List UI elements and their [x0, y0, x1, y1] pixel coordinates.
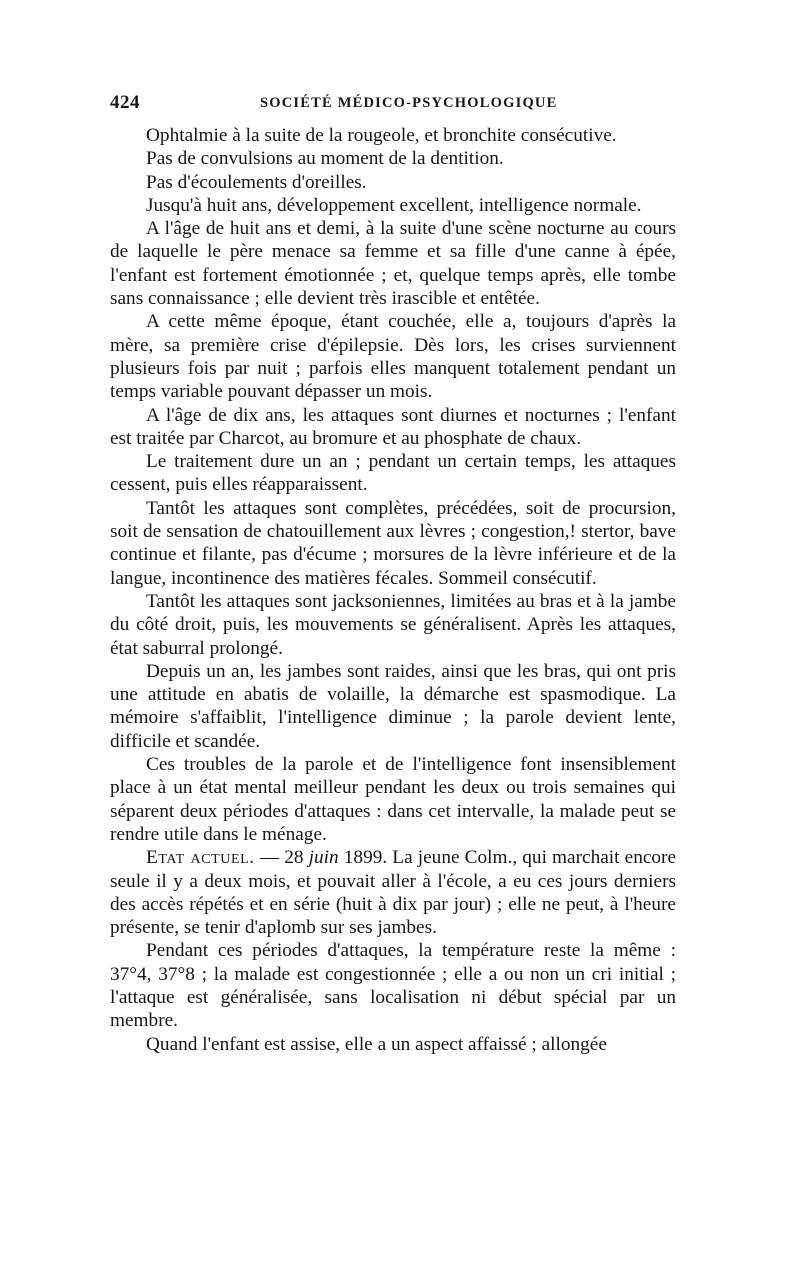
paragraph: Le traitement dure un an ; pendant un certain temps, les attaques cessent, puis elles réapparaissent. [110, 451, 676, 496]
paragraph: Pas d'écoulements d'oreilles. [146, 171, 367, 193]
date-month: juin [308, 847, 339, 869]
paragraph: A l'âge de dix ans, les attaques sont diurnes et nocturnes ; l'enfant est traitée par Charcot, au bromure et au phosphate de chaux. [110, 404, 676, 449]
paragraph: Pas de convulsions au moment de la dentition. [146, 148, 504, 170]
page-header [110, 92, 676, 118]
etat-actuel-text: 1899. La jeune Colm., qui marchait encore seule il y a deux mois, et pouvait aller à l'école, a eu ces jours derniers des accès répétés et en série (huit à dix par jour) ; elle ne peut, à l'heure présente, se tenir d'aplomb sur ses jambes. [110, 847, 677, 939]
section-label: Etat actuel. [146, 847, 255, 869]
paragraph: Quand l'enfant est assise, elle a un aspect affaissé ; allongée [146, 1033, 607, 1055]
paragraph: Pendant ces périodes d'attaques, la température reste la même : 37°4, 37°8 ; la malade est congestionnée ; elle a ou non un cri initial ; l'attaque est généralisée, sans localisation ni début spécial par un membre. [110, 940, 676, 1032]
paragraph: Tantôt les attaques sont complètes, précédées, soit de procursion, soit de sensation de chatouillement aux lèvres ; congestion,! stertor, bave continue et filante, pas d'écume ; morsures de la lèvre inférieure et de la langue, incontinence des matières fécales. Sommeil consécutif. [110, 497, 676, 589]
paragraph: Tantôt les attaques sont jacksoniennes, limitées au bras et à la jambe du côté droit, puis, les mouvements se généralisent. Après les attaques, état saburral prolongé. [110, 590, 676, 659]
paragraph: Jusqu'à huit ans, développement excellent, intelligence normale. [146, 194, 642, 216]
body-text [110, 124, 676, 1056]
paragraph: A l'âge de huit ans et demi, à la suite d'une scène nocturne au cours de laquelle le père menace sa femme et sa fille d'une canne à épée, l'enfant est fortement émotionnée ; et, quelque temps après, elle tombe sans connaissance ; elle devient très irascible et entêtée. [110, 218, 676, 310]
paragraph: A cette même époque, étant couchée, elle a, toujours d'après la mère, sa première crise d'épilepsie. Dès lors, les crises surviennent plusieurs fois par nuit ; parfois elles manquent totalement pendant un temps variable pouvant dépasser un mois. [110, 311, 676, 403]
running-title: SOCIÉTÉ MÉDICO-PSYCHOLOGIQUE [260, 95, 558, 111]
date-prefix: — 28 [254, 847, 309, 869]
paragraph: Ces troubles de la parole et de l'intelligence font insensiblement place à un état mental meilleur pendant les deux ou trois semaines qui séparent deux périodes d'attaques : dans cet intervalle, la malade peut se rendre utile dans le ménage. [110, 754, 676, 845]
etat-actuel-paragraph [110, 846, 676, 939]
paragraph: Ophtalmie à la suite de la rougeole, et bronchite consécutive. [146, 125, 617, 146]
book-page [110, 92, 676, 1056]
page-number: 424 [110, 92, 140, 113]
paragraph: Depuis un an, les jambes sont raides, ainsi que les bras, qui ont pris une attitude en abatis de volaille, la démarche est spasmodique. La mémoire s'affaiblit, l'intelligence diminue ; la parole devient lente, difficile et scandée. [110, 660, 676, 752]
